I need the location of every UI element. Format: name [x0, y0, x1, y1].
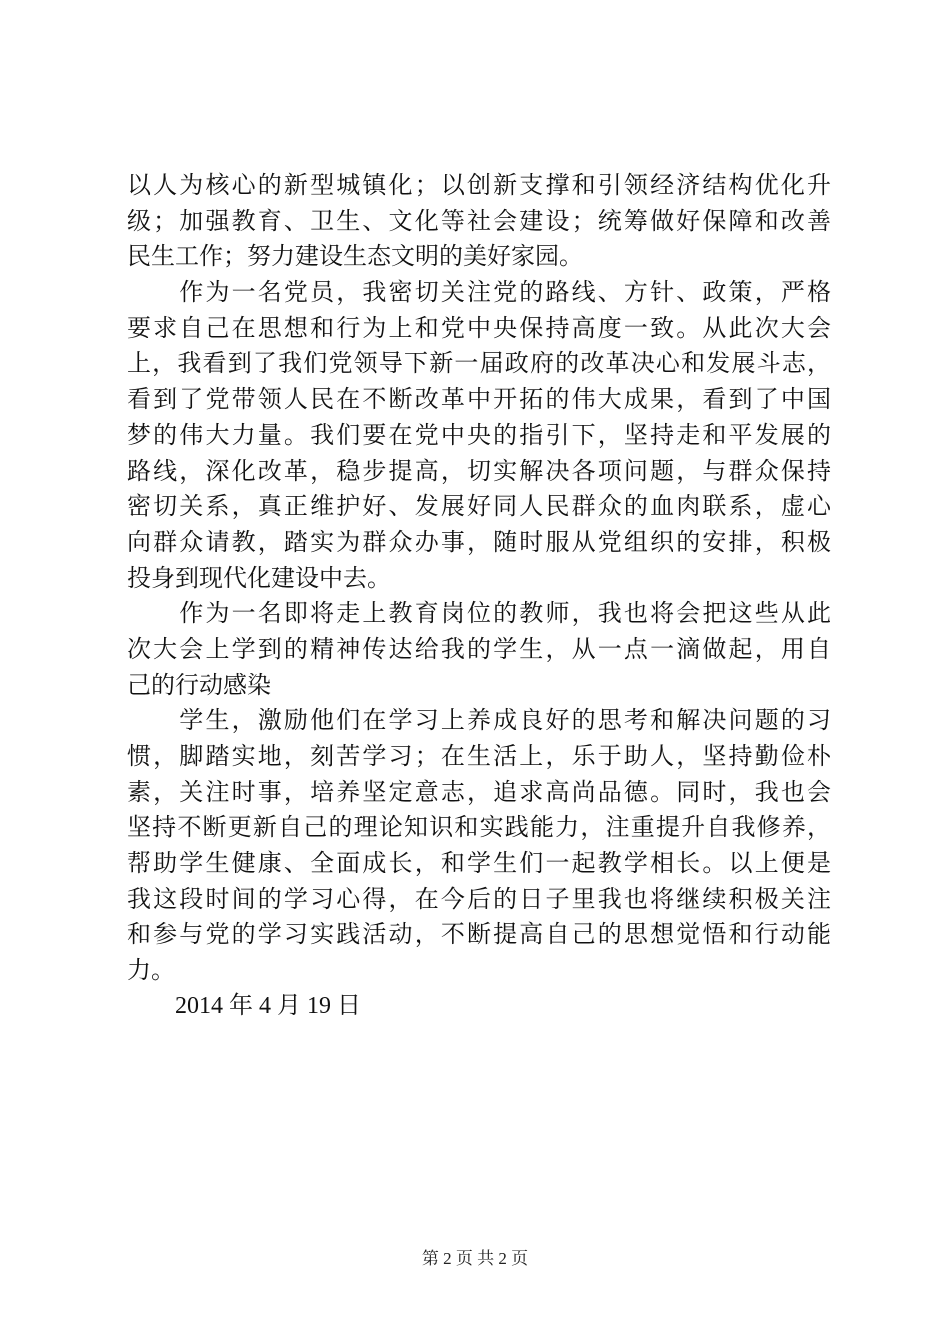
text-line: 投身到现代化建设中去。: [127, 563, 391, 592]
text-line: 作为一名即将走上教育岗位的教师，我也将会把这些从此: [127, 599, 831, 628]
text-line: 民生工作；努力建设生态文明的美好家园。: [127, 242, 583, 271]
text-line: 素，关注时事，培养坚定意志，追求高尚品德。同时，我也会: [127, 777, 831, 806]
text-line: 以人为核心的新型城镇化；以创新支撑和引领经济结构优化升: [127, 171, 831, 199]
text-line: 坚持不断更新自己的理论知识和实践能力，注重提升自我修养，: [127, 813, 831, 842]
page-footer: 第 2 页 共 2 页: [421, 1249, 529, 1268]
text-line: 次大会上学到的精神传达给我的学生，从一点一滴做起，用自: [127, 634, 831, 663]
text-line: 己的行动感染: [127, 670, 271, 699]
text-line: 上，我看到了我们党领导下新一届政府的改革决心和发展斗志，: [127, 349, 831, 378]
text-line: 和参与党的学习实践活动，不断提高自己的思想觉悟和行动能: [127, 920, 831, 949]
text-line: 梦的伟大力量。我们要在党中央的指引下，坚持走和平发展的: [127, 420, 831, 449]
text-line: 密切关系，真正维护好、发展好同人民群众的血肉联系，虚心: [127, 492, 831, 521]
text-line: 帮助学生健康、全面成长，和学生们一起教学相长。以上便是: [127, 849, 831, 878]
text-line: 我这段时间的学习心得，在今后的日子里我也将继续积极关注: [127, 884, 831, 913]
text-line: 力。: [127, 956, 175, 985]
text-line: 看到了党带领人民在不断改革中开拓的伟大成果，看到了中国: [127, 385, 831, 414]
text-line: 向群众请教，踏实为群众办事，随时服从党组织的安排，积极: [127, 527, 831, 556]
text-line: 学生，激励他们在学习上养成良好的思考和解决问题的习: [127, 706, 831, 735]
text-line: 要求自己在思想和行为上和党中央保持高度一致。从此次大会: [127, 313, 831, 342]
text-line: 路线，深化改革，稳步提高，切实解决各项问题，与群众保持: [127, 456, 831, 485]
text-line: 作为一名党员，我密切关注党的路线、方针、政策，严格: [127, 278, 831, 307]
text-line: 惯，脚踏实地，刻苦学习；在生活上，乐于助人，坚持勤俭朴: [127, 742, 831, 770]
text-line: 级；加强教育、卫生、文化等社会建设；统筹做好保障和改善: [127, 206, 831, 235]
date-line: 2014 年 4 月 19 日: [127, 992, 361, 1019]
document-body: [127, 168, 831, 1025]
